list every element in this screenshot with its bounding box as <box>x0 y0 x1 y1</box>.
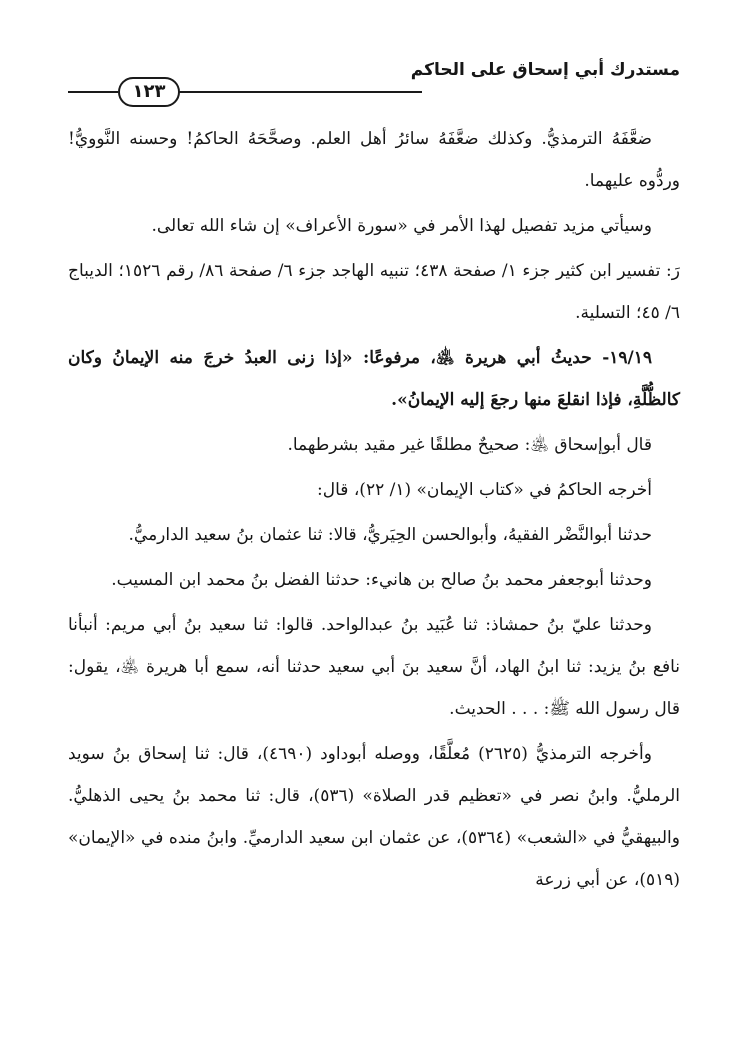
paragraph-chain-3: وحدثنا عليّ بنُ حمشاذ: ثنا عُبَيد بنُ عبدالواحد. قالوا: ثنا سعيد بنُ أبي مريم: أنبأنا نافع بنُ يزيد: ثنا ابنُ الهاد، أنَّ سعيد بنَ أبي سعيد حدثنا أنه، سمع أبا هريرة ﵁، يقول: قال رسول الله ﷺ: . . . الحديث. <box>68 615 680 719</box>
paragraph-chain-1: حدثنا أبوالنَّضْر الفقيهُ، وأبوالحسن الحِيَريُّ، قالا: ثنا عثمان بنُ سعيد الدارميُّ. <box>128 525 652 545</box>
page-number-badge: ١٢٣ <box>118 77 180 107</box>
body-text <box>68 118 680 901</box>
paragraph-weak-grading: ضعَّفَهُ الترمذيُّ. وكذلك ضعَّفَهُ سائرُ أهل العلم. وصحَّحَهُ الحاكمُ! وحسنه النَّوويُّ! وردُّوه عليهما. <box>68 129 680 191</box>
paragraph-chain-2: وحدثنا أبوجعفر محمد بنُ صالح بن هانيء: حدثنا الفضل بنُ محمد ابن المسيب. <box>111 570 652 590</box>
running-title: مستدرك أبي إسحاق على الحاكم <box>410 60 680 80</box>
page-header <box>68 58 680 114</box>
paragraph-grading: قال أبوإسحاق ﵁: صحيحٌ مطلقًا غير مقيد بشرطهما. <box>287 435 652 455</box>
paragraph-references: رَ: تفسير ابن كثير جزء ١/ صفحة ٤٣٨؛ تنبيه الهاجد جزء ٦/ صفحة ٨٦/ رقم ١٥٢٦؛ الديباج ٦/ ٤٥؛ التسلية. <box>68 261 680 323</box>
header-rule <box>176 91 422 93</box>
header-rule-left <box>68 91 118 93</box>
paragraph-source: أخرجه الحاكمُ في «كتاب الإيمان» (١/ ٢٢)، قال: <box>317 480 652 500</box>
paragraph-further-detail: وسيأتي مزيد تفصيل لهذا الأمر في «سورة الأعراف» إن شاء الله تعالى. <box>151 216 652 236</box>
hadith-heading: ١٩/١٩- حديثُ أبي هريرة ﵁، مرفوعًا: «إذا زنى العبدُ خرجَ منه الإيمانُ وكان كالظُّلَّةِ، فإذا انقلعَ منها رجعَ إليه الإيمانُ». <box>68 348 680 410</box>
paragraph-takhrij: وأخرجه الترمذيُّ (٢٦٢٥) مُعلَّقًا، ووصله أبوداود (٤٦٩٠)، قال: ثنا إسحاق بنُ سويد الرمليُّ. وابنُ نصر في «تعظيم قدر الصلاة» (٥٣٦)، قال: ثنا محمد بنُ يحيى الذهليُّ. والبيهقيُّ في «الشعب» (٥٣٦٤)، عن عثمان ابن سعيد الدارميِّ. وابنُ منده في «الإيمان» (٥١٩)، عن أبي زرعة <box>68 744 681 890</box>
